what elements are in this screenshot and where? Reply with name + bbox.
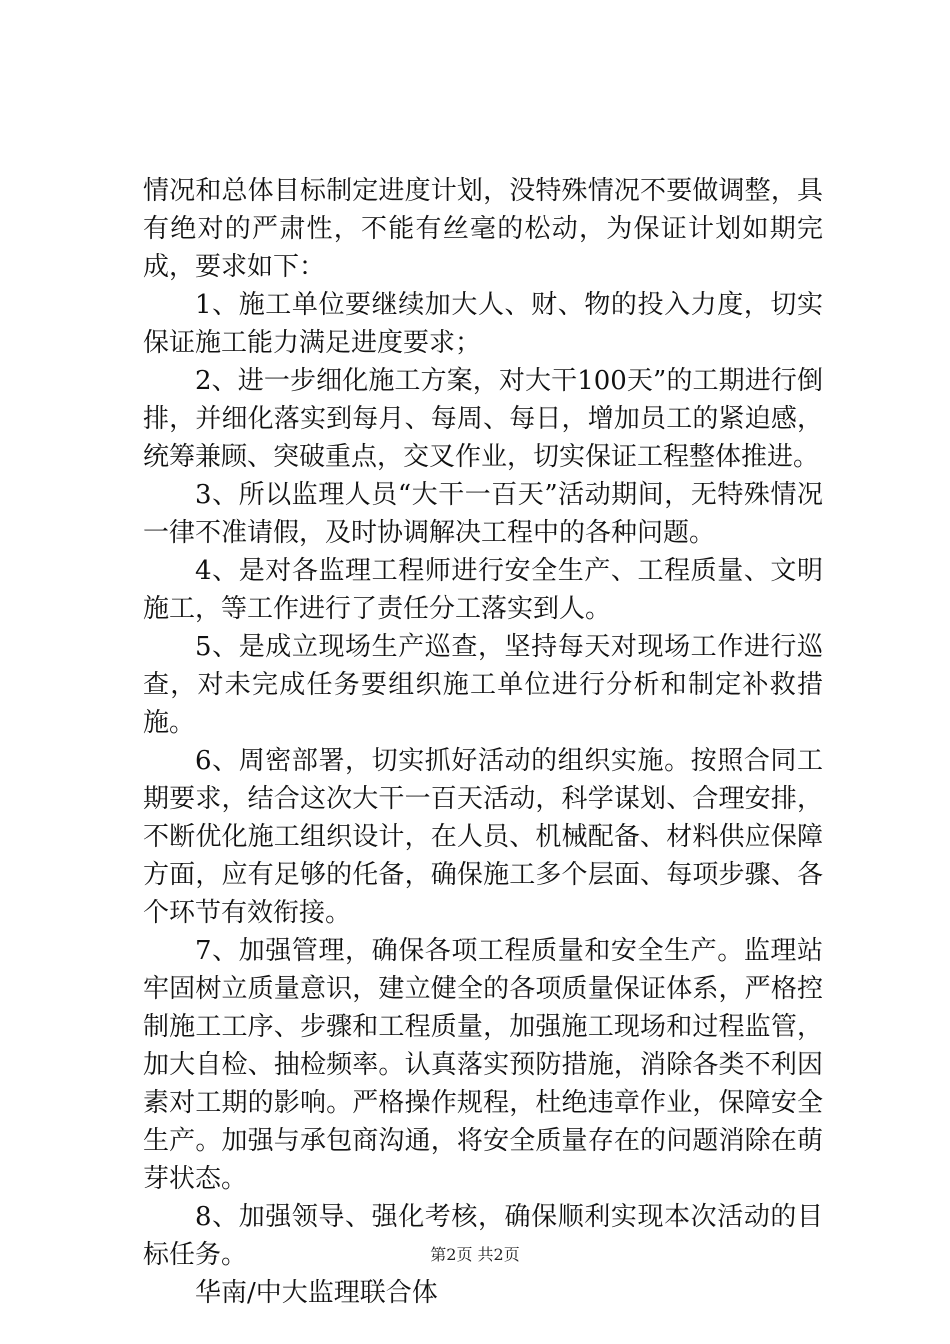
- paragraph-item-6: 6、周密部署，切实抓好活动的组织实施。按照合同工期要求，结合这次大干一百天活动，科学谋划、合理安排，不断优化施工组织设计，在人员、机械配备、材料供应保障方面，应有足够的仛备，确保施工多个层面、每项步骤、各个环节有效衔接。: [143, 746, 823, 928]
- paragraph-item-7: 7、加强管理，确保各项工程质量和安全生产。监理站牢固树立质量意识，建立健全的各项质量保证体系，严格控制施工工序、步骤和工程质量，加强施工现场和过程监管，加大自检、抽检频率。认真落实预防措施，消除各类不利因素对工期的影响。严格操作规程，杜绝违章作业，保障安全生产。加强与承包商沟通，将安全质量存在的问题消除在萌芽状态。: [143, 936, 823, 1194]
- paragraph-item-3: 3、所以监理人员“大干一百天”活动期间，无特殊情况一律不准请假，及时协调解决工程中的各种问题。: [143, 480, 823, 548]
- paragraph-intro: 情况和总体目标制定进度计划，没特殊情况不要做调整，具有绝对的严肃性，不能有丝毫的松动，为保证计划如期完成，要求如下：: [143, 176, 823, 282]
- document-body: [143, 172, 823, 1312]
- paragraph-item-5: 5、是成立现场生产巡查，坚持每天对现场工作进行巡查，对未完成任务要组织施工单位进行分析和制定补救措施。: [143, 632, 823, 738]
- paragraph-item-2: 2、进一步细化施工方案，对大干100天”的工期进行倒排，并细化落实到每月、每周、每日，增加员工的紧迫感，统筹兼顾、突破重点，交叉作业，切实保证工程整体推进。: [143, 366, 823, 472]
- paragraph-item-4: 4、是对各监理工程师进行安全生产、工程质量、文明施工，等工作进行了责任分工落实到人。: [143, 556, 823, 624]
- signature-line: 华南/中大监理联合体: [195, 1278, 438, 1308]
- paragraph-item-1: 1、施工单位要继续加大人、财、物的投入力度，切实保证施工能力满足进度要求；: [143, 290, 823, 358]
- page-number-footer: 第2页 共2页: [430, 1245, 520, 1264]
- paragraph-item-8: 8、加强领导、强化考核，确保顺利实现本次活动的目标任务。: [143, 1202, 823, 1270]
